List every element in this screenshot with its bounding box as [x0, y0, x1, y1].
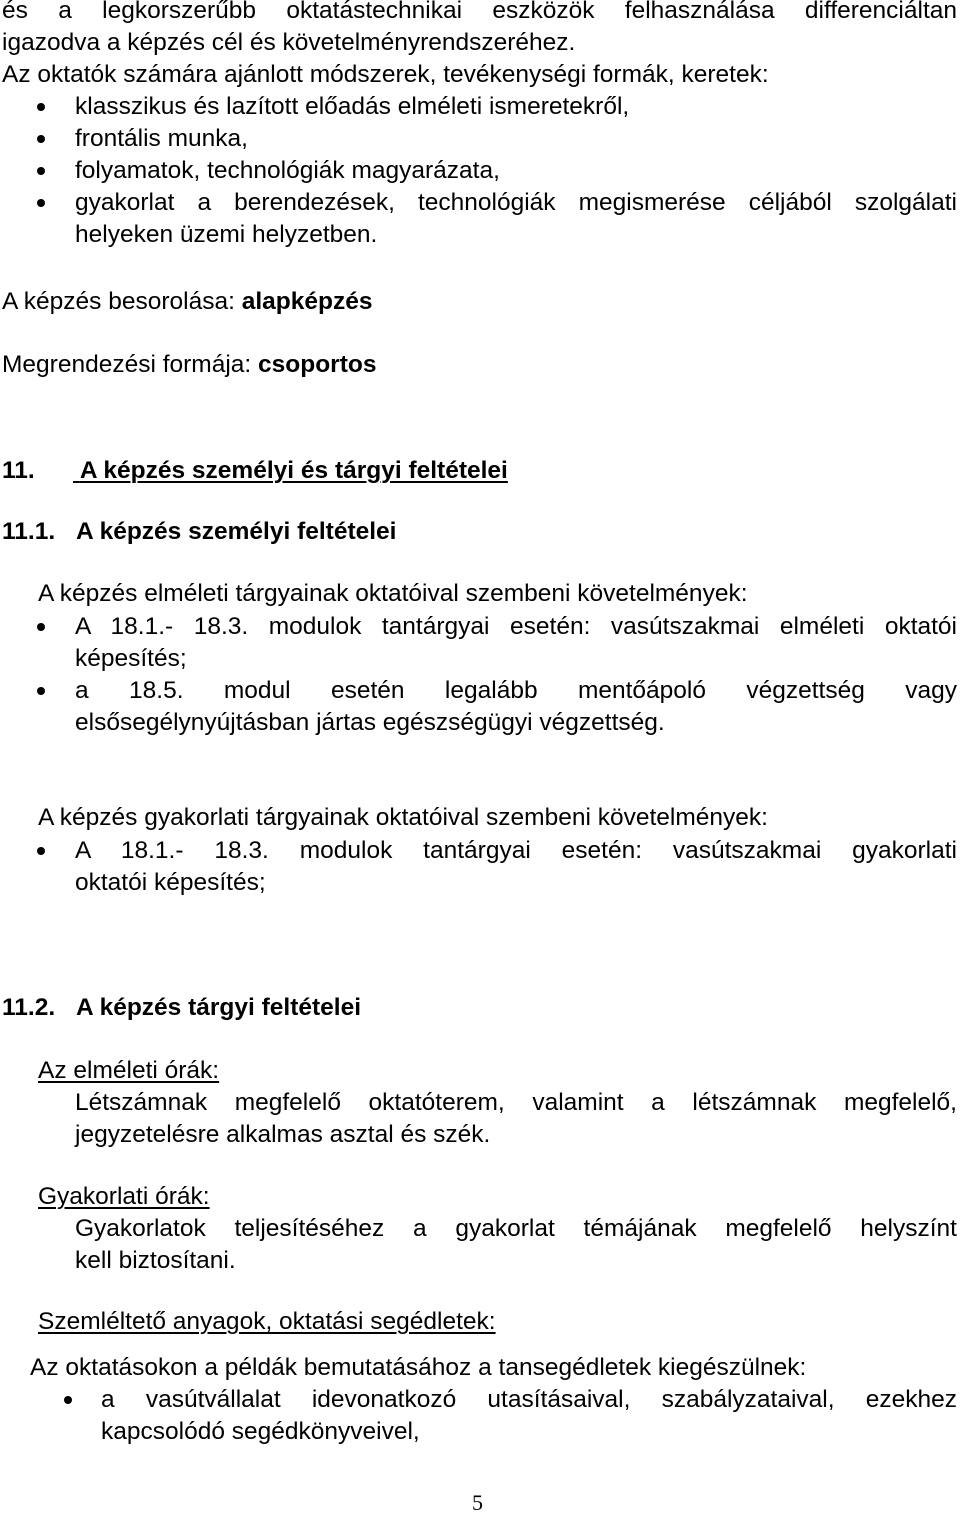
methods-heading: Az oktatók számára ajánlott módszerek, tevékenységi formák, keretek: — [2, 61, 769, 88]
practice-item-1-line-1: A 18.1.- 18.3. modulok tantárgyai esetén: vasútszakmai gyakorlati — [75, 837, 957, 864]
bullet-icon — [37, 623, 45, 631]
bullet-icon — [37, 167, 45, 175]
order-form-label: Megrendezési formája: — [2, 351, 259, 378]
theory-hours-line-1: Létszámnak megfelelő oktatóterem, valamint a létszámnak megfelelő, — [75, 1089, 957, 1116]
theory-item-1-line-1: A 18.1.- 18.3. modulok tantárgyai esetén: vasútszakmai elméleti oktatói — [75, 613, 957, 640]
bullet-icon — [37, 687, 45, 695]
bullet-icon — [37, 199, 45, 207]
aids-item-1-line-1: a vasútvállalat idevonatkozó utasításaival, szabályzataival, ezekhez — [101, 1386, 957, 1413]
teaching-aids-heading: Szemléltető anyagok, oktatási segédletek: — [38, 1308, 496, 1335]
section-11-title-text: A képzés személyi és tárgyi feltételei — [79, 457, 508, 484]
intro-line-1: és a legkorszerűbb oktatástechnikai eszközök felhasználása differenciáltan — [2, 0, 957, 24]
method-item-3: folyamatok, technológiák magyarázata, — [75, 157, 500, 184]
section-11-1-number: 11.1. — [2, 518, 56, 545]
bullet-icon — [37, 103, 45, 111]
page-number: 5 — [472, 1490, 483, 1515]
aids-item-1-line-2: kapcsolódó segédkönyveivel, — [101, 1418, 420, 1445]
teaching-aids-intro: Az oktatásokon a példák bemutatásához a tansegédletek kiegészülnek: — [30, 1354, 807, 1381]
section-11-2-title: A képzés tárgyi feltételei — [76, 994, 362, 1021]
classification-value: alapképzés — [241, 288, 373, 315]
theory-requirements-heading: A képzés elméleti tárgyainak oktatóival szembeni követelmények: — [38, 580, 748, 607]
practice-item-1-line-2: oktatói képesítés; — [75, 869, 266, 896]
section-11-number: 11. — [2, 457, 35, 484]
classification — [2, 286, 372, 318]
practice-hours-heading: Gyakorlati órák: — [38, 1183, 210, 1210]
order-form-value: csoportos — [258, 351, 377, 378]
intro-line-2: igazodva a képzés cél és követelményrendszeréhez. — [2, 29, 576, 56]
theory-item-1-line-2: képesítés; — [75, 645, 187, 672]
method-item-4-line-2: helyeken üzemi helyzetben. — [75, 221, 378, 248]
method-item-1: klasszikus és lazított előadás elméleti ismeretekről, — [75, 93, 630, 120]
method-item-4-line-1: gyakorlat a berendezések, technológiák megismerése céljából szolgálati — [75, 189, 957, 216]
method-item-2: frontális munka, — [75, 125, 248, 152]
bullet-icon — [37, 135, 45, 143]
bullet-icon — [64, 1396, 72, 1404]
theory-hours-line-2: jegyzetelésre alkalmas asztal és szék. — [75, 1121, 491, 1148]
section-11-2-number: 11.2. — [2, 994, 56, 1021]
classification-label: A képzés besorolása: — [2, 288, 242, 315]
section-11-1-title: A képzés személyi feltételei — [76, 518, 397, 545]
theory-hours-heading: Az elméleti órák: — [38, 1057, 220, 1084]
section-11-title — [73, 455, 508, 487]
order-form — [2, 349, 376, 381]
practice-hours-line-1: Gyakorlatok teljesítéséhez a gyakorlat témájának megfelelő helyszínt — [75, 1215, 957, 1242]
practice-hours-line-2: kell biztosítani. — [75, 1247, 236, 1274]
bullet-icon — [37, 847, 45, 855]
theory-item-2-line-1: a 18.5. modul esetén legalább mentőápoló végzettség vagy — [75, 677, 957, 704]
theory-item-2-line-2: elsősegélynyújtásban jártas egészségügyi végzettség. — [75, 709, 665, 736]
practice-requirements-heading: A képzés gyakorlati tárgyainak oktatóival szembeni követelmények: — [38, 804, 768, 831]
